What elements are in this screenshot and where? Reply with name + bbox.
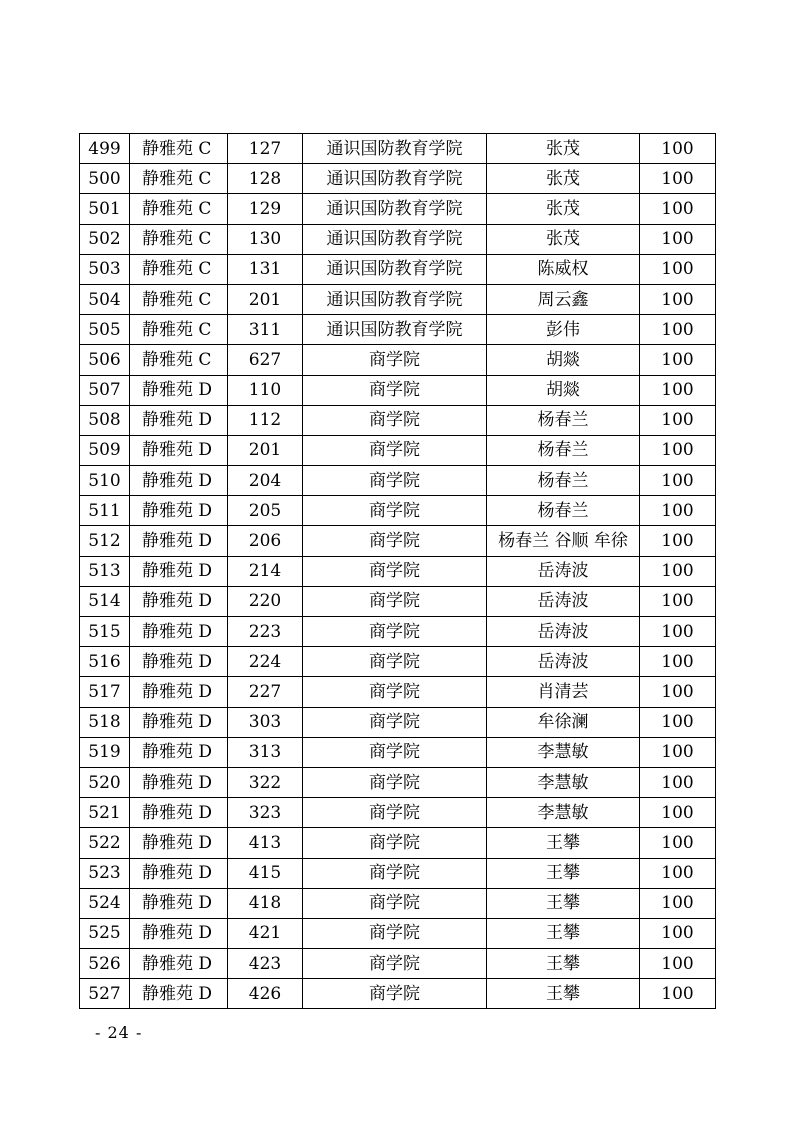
college-cell: 商学院 — [303, 496, 487, 526]
building-cell: 静雅苑 C — [130, 284, 228, 314]
table-row — [80, 767, 716, 797]
table-row — [80, 617, 716, 647]
row-number-cell: 515 — [80, 617, 130, 647]
row-number-cell: 514 — [80, 586, 130, 616]
college-cell: 商学院 — [303, 918, 487, 948]
building-cell: 静雅苑 C — [130, 345, 228, 375]
table-row — [80, 918, 716, 948]
score-cell: 100 — [640, 345, 716, 375]
score-cell: 100 — [640, 647, 716, 677]
table-row — [80, 556, 716, 586]
room-cell: 110 — [228, 375, 303, 405]
teacher-cell: 杨春兰 — [487, 435, 640, 465]
row-number-cell: 527 — [80, 979, 130, 1009]
college-cell: 通识国防教育学院 — [303, 284, 487, 314]
score-cell: 100 — [640, 858, 716, 888]
building-cell: 静雅苑 C — [130, 224, 228, 254]
teacher-cell: 王攀 — [487, 858, 640, 888]
teacher-cell: 王攀 — [487, 979, 640, 1009]
score-cell: 100 — [640, 466, 716, 496]
row-number-cell: 524 — [80, 888, 130, 918]
row-number-cell: 499 — [80, 134, 130, 164]
score-cell: 100 — [640, 315, 716, 345]
college-cell: 通识国防教育学院 — [303, 224, 487, 254]
table-row — [80, 888, 716, 918]
score-cell: 100 — [640, 979, 716, 1009]
row-number-cell: 513 — [80, 556, 130, 586]
score-cell: 100 — [640, 677, 716, 707]
building-cell: 静雅苑 C — [130, 315, 228, 345]
row-number-cell: 516 — [80, 647, 130, 677]
score-cell: 100 — [640, 134, 716, 164]
college-cell: 商学院 — [303, 586, 487, 616]
table-row — [80, 798, 716, 828]
building-cell: 静雅苑 D — [130, 949, 228, 979]
room-cell: 311 — [228, 315, 303, 345]
table-row — [80, 345, 716, 375]
room-cell: 201 — [228, 435, 303, 465]
row-number-cell: 500 — [80, 164, 130, 194]
row-number-cell: 509 — [80, 435, 130, 465]
table-row — [80, 254, 716, 284]
table-row — [80, 949, 716, 979]
room-cell: 323 — [228, 798, 303, 828]
college-cell: 商学院 — [303, 677, 487, 707]
teacher-cell: 王攀 — [487, 918, 640, 948]
building-cell: 静雅苑 D — [130, 586, 228, 616]
college-cell: 商学院 — [303, 345, 487, 375]
page-number: - 24 - — [95, 1023, 143, 1042]
room-cell: 130 — [228, 224, 303, 254]
table-row — [80, 435, 716, 465]
row-number-cell: 517 — [80, 677, 130, 707]
teacher-cell: 牟徐澜 — [487, 707, 640, 737]
college-cell: 商学院 — [303, 767, 487, 797]
score-cell: 100 — [640, 767, 716, 797]
college-cell: 商学院 — [303, 617, 487, 647]
teacher-cell: 李慧敏 — [487, 767, 640, 797]
table-row — [80, 466, 716, 496]
table-row — [80, 284, 716, 314]
room-cell: 220 — [228, 586, 303, 616]
building-cell: 静雅苑 D — [130, 466, 228, 496]
score-cell: 100 — [640, 224, 716, 254]
teacher-cell: 杨春兰 — [487, 496, 640, 526]
row-number-cell: 526 — [80, 949, 130, 979]
teacher-cell: 张茂 — [487, 224, 640, 254]
college-cell: 通识国防教育学院 — [303, 164, 487, 194]
room-cell: 112 — [228, 405, 303, 435]
table-row — [80, 586, 716, 616]
building-cell: 静雅苑 D — [130, 496, 228, 526]
room-cell: 313 — [228, 737, 303, 767]
row-number-cell: 505 — [80, 315, 130, 345]
college-cell: 商学院 — [303, 707, 487, 737]
teacher-cell: 李慧敏 — [487, 737, 640, 767]
building-cell: 静雅苑 D — [130, 798, 228, 828]
row-number-cell: 525 — [80, 918, 130, 948]
teacher-cell: 岳涛波 — [487, 556, 640, 586]
college-cell: 商学院 — [303, 435, 487, 465]
teacher-cell: 岳涛波 — [487, 586, 640, 616]
teacher-cell: 陈威权 — [487, 254, 640, 284]
score-cell: 100 — [640, 254, 716, 284]
teacher-cell: 王攀 — [487, 949, 640, 979]
teacher-cell: 杨春兰 — [487, 466, 640, 496]
row-number-cell: 522 — [80, 828, 130, 858]
room-cell: 415 — [228, 858, 303, 888]
teacher-cell: 岳涛波 — [487, 647, 640, 677]
score-cell: 100 — [640, 918, 716, 948]
teacher-cell: 李慧敏 — [487, 798, 640, 828]
building-cell: 静雅苑 D — [130, 405, 228, 435]
building-cell: 静雅苑 C — [130, 254, 228, 284]
room-cell: 129 — [228, 194, 303, 224]
row-number-cell: 502 — [80, 224, 130, 254]
teacher-cell: 胡燚 — [487, 345, 640, 375]
college-cell: 商学院 — [303, 556, 487, 586]
building-cell: 静雅苑 D — [130, 979, 228, 1009]
row-number-cell: 503 — [80, 254, 130, 284]
teacher-cell: 张茂 — [487, 134, 640, 164]
room-cell: 131 — [228, 254, 303, 284]
score-cell: 100 — [640, 798, 716, 828]
building-cell: 静雅苑 D — [130, 767, 228, 797]
college-cell: 商学院 — [303, 828, 487, 858]
row-number-cell: 501 — [80, 194, 130, 224]
score-cell: 100 — [640, 194, 716, 224]
room-cell: 201 — [228, 284, 303, 314]
table-row — [80, 828, 716, 858]
room-cell: 227 — [228, 677, 303, 707]
building-cell: 静雅苑 D — [130, 858, 228, 888]
building-cell: 静雅苑 D — [130, 737, 228, 767]
table-row — [80, 647, 716, 677]
college-cell: 通识国防教育学院 — [303, 134, 487, 164]
row-number-cell: 512 — [80, 526, 130, 556]
college-cell: 商学院 — [303, 737, 487, 767]
score-cell: 100 — [640, 375, 716, 405]
college-cell: 通识国防教育学院 — [303, 254, 487, 284]
score-cell: 100 — [640, 828, 716, 858]
teacher-cell: 周云鑫 — [487, 284, 640, 314]
room-cell: 413 — [228, 828, 303, 858]
table-row — [80, 224, 716, 254]
score-cell: 100 — [640, 949, 716, 979]
row-number-cell: 523 — [80, 858, 130, 888]
room-cell: 214 — [228, 556, 303, 586]
college-cell: 商学院 — [303, 979, 487, 1009]
building-cell: 静雅苑 D — [130, 828, 228, 858]
score-cell: 100 — [640, 737, 716, 767]
score-cell: 100 — [640, 496, 716, 526]
room-cell: 423 — [228, 949, 303, 979]
teacher-cell: 胡燚 — [487, 375, 640, 405]
score-cell: 100 — [640, 617, 716, 647]
table-row — [80, 677, 716, 707]
room-cell: 426 — [228, 979, 303, 1009]
table-row — [80, 858, 716, 888]
building-cell: 静雅苑 D — [130, 556, 228, 586]
table-row — [80, 496, 716, 526]
score-cell: 100 — [640, 526, 716, 556]
teacher-cell: 张茂 — [487, 194, 640, 224]
building-cell: 静雅苑 D — [130, 707, 228, 737]
room-cell: 128 — [228, 164, 303, 194]
college-cell: 商学院 — [303, 405, 487, 435]
college-cell: 商学院 — [303, 647, 487, 677]
room-cell: 303 — [228, 707, 303, 737]
row-number-cell: 511 — [80, 496, 130, 526]
college-cell: 商学院 — [303, 466, 487, 496]
teacher-cell: 杨春兰 谷顺 牟徐 — [487, 526, 640, 556]
room-cell: 627 — [228, 345, 303, 375]
table-row — [80, 134, 716, 164]
room-cell: 127 — [228, 134, 303, 164]
row-number-cell: 506 — [80, 345, 130, 375]
room-cell: 223 — [228, 617, 303, 647]
room-cell: 421 — [228, 918, 303, 948]
college-cell: 商学院 — [303, 375, 487, 405]
roster-table-body — [80, 134, 716, 1009]
table-row — [80, 164, 716, 194]
table-row — [80, 405, 716, 435]
table-row — [80, 737, 716, 767]
room-cell: 322 — [228, 767, 303, 797]
score-cell: 100 — [640, 888, 716, 918]
room-cell: 205 — [228, 496, 303, 526]
row-number-cell: 504 — [80, 284, 130, 314]
college-cell: 商学院 — [303, 798, 487, 828]
college-cell: 商学院 — [303, 858, 487, 888]
row-number-cell: 507 — [80, 375, 130, 405]
row-number-cell: 518 — [80, 707, 130, 737]
building-cell: 静雅苑 D — [130, 888, 228, 918]
teacher-cell: 王攀 — [487, 888, 640, 918]
building-cell: 静雅苑 D — [130, 526, 228, 556]
teacher-cell: 彭伟 — [487, 315, 640, 345]
building-cell: 静雅苑 D — [130, 918, 228, 948]
college-cell: 商学院 — [303, 888, 487, 918]
college-cell: 通识国防教育学院 — [303, 194, 487, 224]
teacher-cell: 杨春兰 — [487, 405, 640, 435]
row-number-cell: 520 — [80, 767, 130, 797]
score-cell: 100 — [640, 405, 716, 435]
building-cell: 静雅苑 D — [130, 677, 228, 707]
college-cell: 商学院 — [303, 949, 487, 979]
row-number-cell: 508 — [80, 405, 130, 435]
score-cell: 100 — [640, 707, 716, 737]
row-number-cell: 521 — [80, 798, 130, 828]
table-row — [80, 315, 716, 345]
room-cell: 204 — [228, 466, 303, 496]
row-number-cell: 510 — [80, 466, 130, 496]
building-cell: 静雅苑 D — [130, 647, 228, 677]
room-cell: 418 — [228, 888, 303, 918]
table-row — [80, 526, 716, 556]
teacher-cell: 岳涛波 — [487, 617, 640, 647]
building-cell: 静雅苑 D — [130, 617, 228, 647]
building-cell: 静雅苑 C — [130, 194, 228, 224]
room-cell: 224 — [228, 647, 303, 677]
building-cell: 静雅苑 D — [130, 375, 228, 405]
score-cell: 100 — [640, 586, 716, 616]
building-cell: 静雅苑 C — [130, 134, 228, 164]
table-row — [80, 194, 716, 224]
room-cell: 206 — [228, 526, 303, 556]
score-cell: 100 — [640, 164, 716, 194]
table-row — [80, 375, 716, 405]
dormitory-roster-table — [79, 133, 716, 1009]
building-cell: 静雅苑 C — [130, 164, 228, 194]
teacher-cell: 王攀 — [487, 828, 640, 858]
teacher-cell: 张茂 — [487, 164, 640, 194]
college-cell: 通识国防教育学院 — [303, 315, 487, 345]
score-cell: 100 — [640, 435, 716, 465]
row-number-cell: 519 — [80, 737, 130, 767]
college-cell: 商学院 — [303, 526, 487, 556]
table-row — [80, 707, 716, 737]
score-cell: 100 — [640, 556, 716, 586]
table-row — [80, 979, 716, 1009]
teacher-cell: 肖清芸 — [487, 677, 640, 707]
score-cell: 100 — [640, 284, 716, 314]
building-cell: 静雅苑 D — [130, 435, 228, 465]
